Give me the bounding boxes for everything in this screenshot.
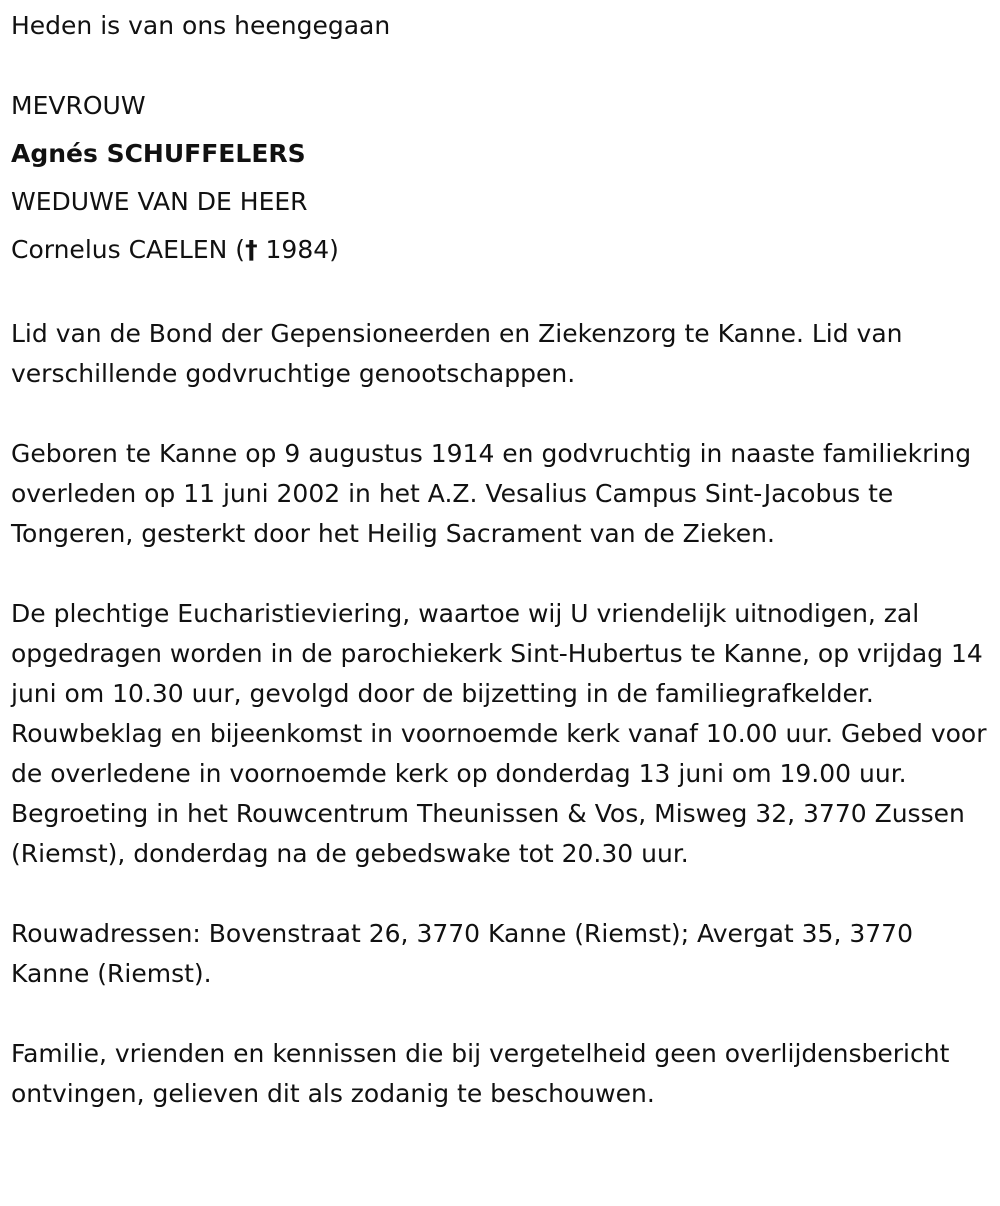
title-line: MEVROUW	[11, 91, 146, 120]
death-notice	[11, 0, 991, 1114]
birth-death-paragraph: Geboren te Kanne op 9 augustus 1914 en godvruchtig in naaste familiekring overleden op 11 juni 2002 in het A.Z. Vesalius Campus Sint-Jacobus te Tongeren, gesterkt door het Heilig Sacrament van de Zieken.	[11, 439, 972, 548]
intro-line: Heden is van ons heengegaan	[11, 11, 391, 40]
deceased-name: Agnés SCHUFFELERS	[11, 139, 306, 168]
spouse-line	[11, 226, 991, 274]
widow-line: WEDUWE VAN DE HEER	[11, 187, 308, 216]
spouse-year: 1984)	[257, 235, 339, 264]
addresses-paragraph: Rouwadressen: Bovenstraat 26, 3770 Kanne (Riemst); Avergat 35, 3770 Kanne (Riemst).	[11, 919, 913, 988]
membership-paragraph: Lid van de Bond der Gepensioneerden en Ziekenzorg te Kanne. Lid van verschillende godvruchtige genootschappen.	[11, 319, 903, 388]
ceremony-paragraph: De plechtige Eucharistieviering, waartoe wij U vriendelijk uitnodigen, zal opgedragen worden in de parochiekerk Sint-Hubertus te Kanne, op vrijdag 14 juni om 10.30 uur, gevolgd door de bijzetting in de familiegrafkelder. Rouwbeklag en bijeenkomst in voornoemde kerk vanaf 10.00 uur. Gebed voor de overledene in voornoemde kerk op donderdag 13 juni om 19.00 uur. Begroeting in het Rouwcentrum Theunissen & Vos, Misweg 32, 3770 Zussen (Riemst), donderdag na de gebedswake tot 20.30 uur.	[11, 599, 987, 868]
closing-paragraph: Familie, vrienden en kennissen die bij vergetelheid geen overlijdensbericht ontvingen, gelieven dit als zodanig te beschouwen.	[11, 1039, 950, 1108]
spouse-name: Cornelus CAELEN (	[11, 235, 246, 264]
cross-icon: †	[245, 235, 258, 264]
